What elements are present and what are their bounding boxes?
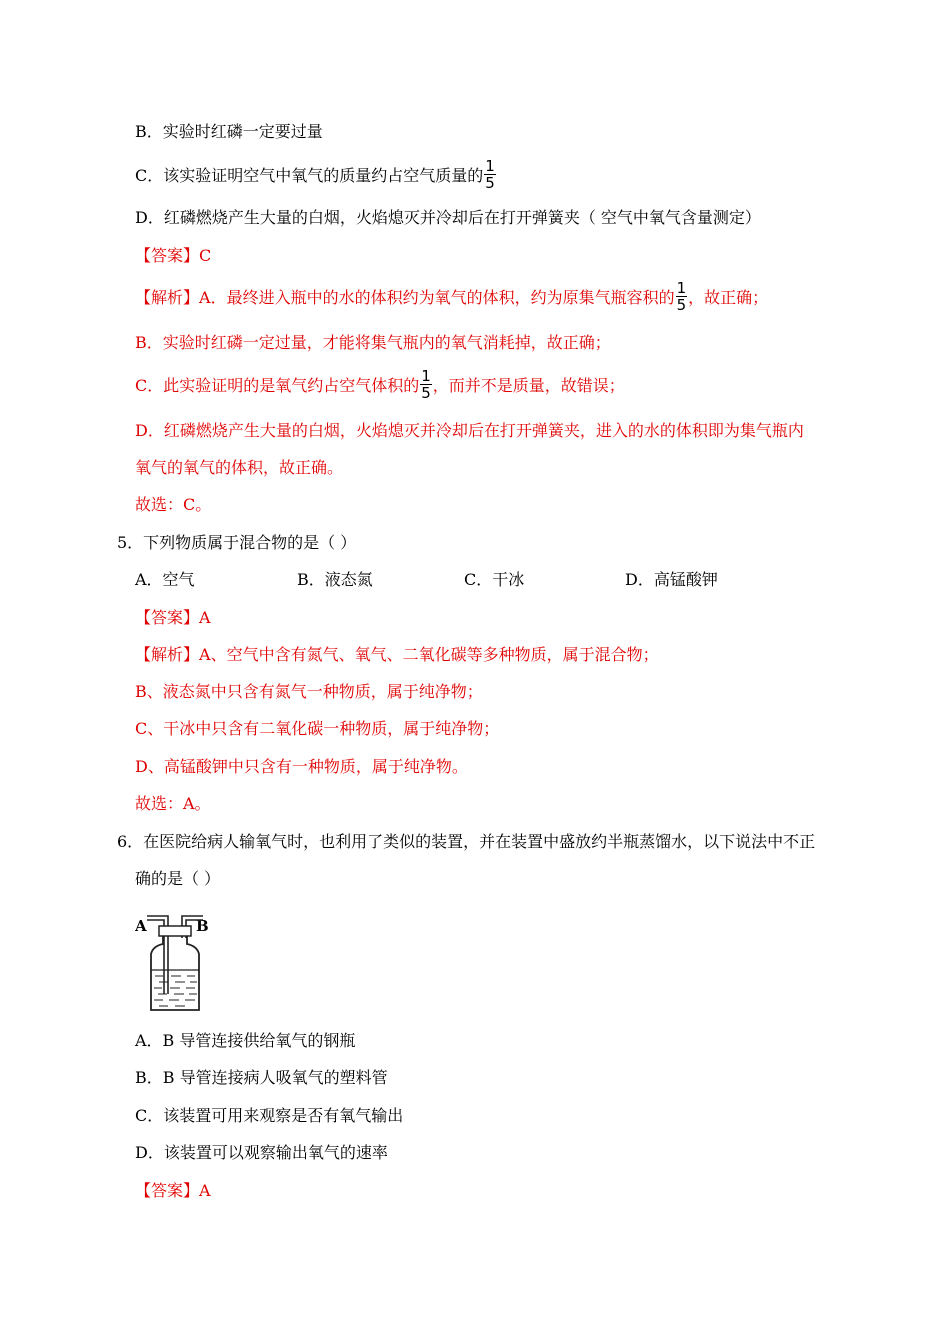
analysis-tag: 【解析】 — [135, 288, 200, 307]
q6-option-b: B．B 导管连接病人吸氧气的塑料管 — [135, 1068, 388, 1087]
q4-answer — [135, 245, 211, 267]
q4-option-c-text: C．该实验证明空气中氧气的质量约占空气质量的 — [135, 166, 484, 185]
q6-option-a: A．B 导管连接供给氧气的钢瓶 — [135, 1031, 356, 1050]
analysis-a-text: A、空气中含有氮气、氧气、二氧化碳等多种物质，属于混合物； — [199, 645, 659, 664]
stopper — [159, 926, 191, 936]
analysis-c-text: C．此实验证明的是氧气约占空气体积的 — [135, 376, 420, 395]
q6-option-d: D．该装置可以观察输出氧气的速率 — [135, 1143, 388, 1162]
q4-analysis-d-line2: 氧气的氧气的体积，故正确。 — [135, 458, 344, 477]
answer-tag: 【答案】 — [135, 608, 200, 627]
q6-stem-line1: 6．在医院给病人输氧气时，也利用了类似的装置，并在装置中盛放约半瓶蒸馏水，以下说法中不正 — [117, 832, 816, 851]
answer-tag: 【答案】 — [135, 1181, 200, 1200]
answer-value: A — [199, 1181, 211, 1200]
bottle — [151, 936, 199, 1010]
q4-option-c — [135, 157, 497, 192]
q5-option-b: B．液态氮 — [297, 570, 373, 589]
analysis-c-tail: ，而并不是质量，故错误； — [432, 376, 625, 395]
q4-option-b: B．实验时红磷一定要过量 — [135, 122, 323, 141]
analysis-a-text: A．最终进入瓶中的水的体积约为氧气的体积，约为原集气瓶容积的 — [199, 288, 675, 307]
fraction-one-fifth — [676, 280, 688, 313]
q5-analysis-a — [135, 644, 659, 666]
q4-analysis-c — [135, 367, 625, 402]
fraction-numerator: 1 — [676, 279, 687, 297]
diagram-label-b: B — [196, 917, 209, 935]
q5-option-a: A．空气 — [135, 570, 195, 589]
answer-value: A — [199, 608, 211, 627]
fraction-one-fifth — [420, 368, 432, 401]
q6-answer — [135, 1180, 211, 1202]
q5-stem: 5．下列物质属于混合物的是（ ） — [117, 533, 357, 552]
diagram-label-a: A — [135, 917, 147, 935]
fraction-denominator: 5 — [421, 384, 431, 402]
q5-conclusion: 故选：A。 — [135, 794, 211, 813]
q5-analysis-d: D、高锰酸钾中只含有一种物质，属于纯净物。 — [135, 757, 468, 776]
answer-value: C — [199, 246, 212, 265]
analysis-a-tail: ，故正确； — [688, 288, 769, 307]
q4-option-d: D．红磷燃烧产生大量的白烟，火焰熄灭并冷却后在打开弹簧夹（ 空气中氧气含量测定） — [135, 208, 761, 227]
q4-analysis-b: B．实验时红磷一定过量，才能将集气瓶内的氧气消耗掉，故正确； — [135, 333, 611, 352]
q6-option-c: C．该装置可用来观察是否有氧气输出 — [135, 1106, 404, 1125]
fraction-denominator: 5 — [485, 174, 495, 192]
gas-washing-bottle-diagram — [135, 908, 215, 1014]
q5-option-d: D．高锰酸钾 — [625, 570, 718, 589]
q4-analysis-d-line1: D．红磷燃烧产生大量的白烟，火焰熄灭并冷却后在打开弹簧夹，进入的水的体积即为集气瓶内 — [135, 421, 804, 440]
q4-conclusion: 故选：C。 — [135, 495, 212, 514]
q5-analysis-c: C、干冰中只含有二氧化碳一种物质，属于纯净物； — [135, 719, 500, 738]
fraction-numerator: 1 — [485, 157, 495, 175]
answer-tag: 【答案】 — [135, 246, 200, 265]
water-hatching — [154, 976, 197, 1006]
analysis-tag: 【解析】 — [135, 645, 200, 664]
q5-option-c: C．干冰 — [464, 570, 525, 589]
q5-analysis-b: B、液态氮中只含有氮气一种物质，属于纯净物； — [135, 682, 483, 701]
q6-stem-line2: 确的是（ ） — [135, 869, 221, 888]
q5-options — [0, 569, 950, 591]
fraction-numerator: 1 — [421, 367, 431, 385]
q5-answer — [135, 607, 211, 629]
q4-analysis-a — [135, 279, 769, 314]
fraction-one-fifth — [484, 158, 496, 191]
fraction-denominator: 5 — [676, 296, 687, 314]
